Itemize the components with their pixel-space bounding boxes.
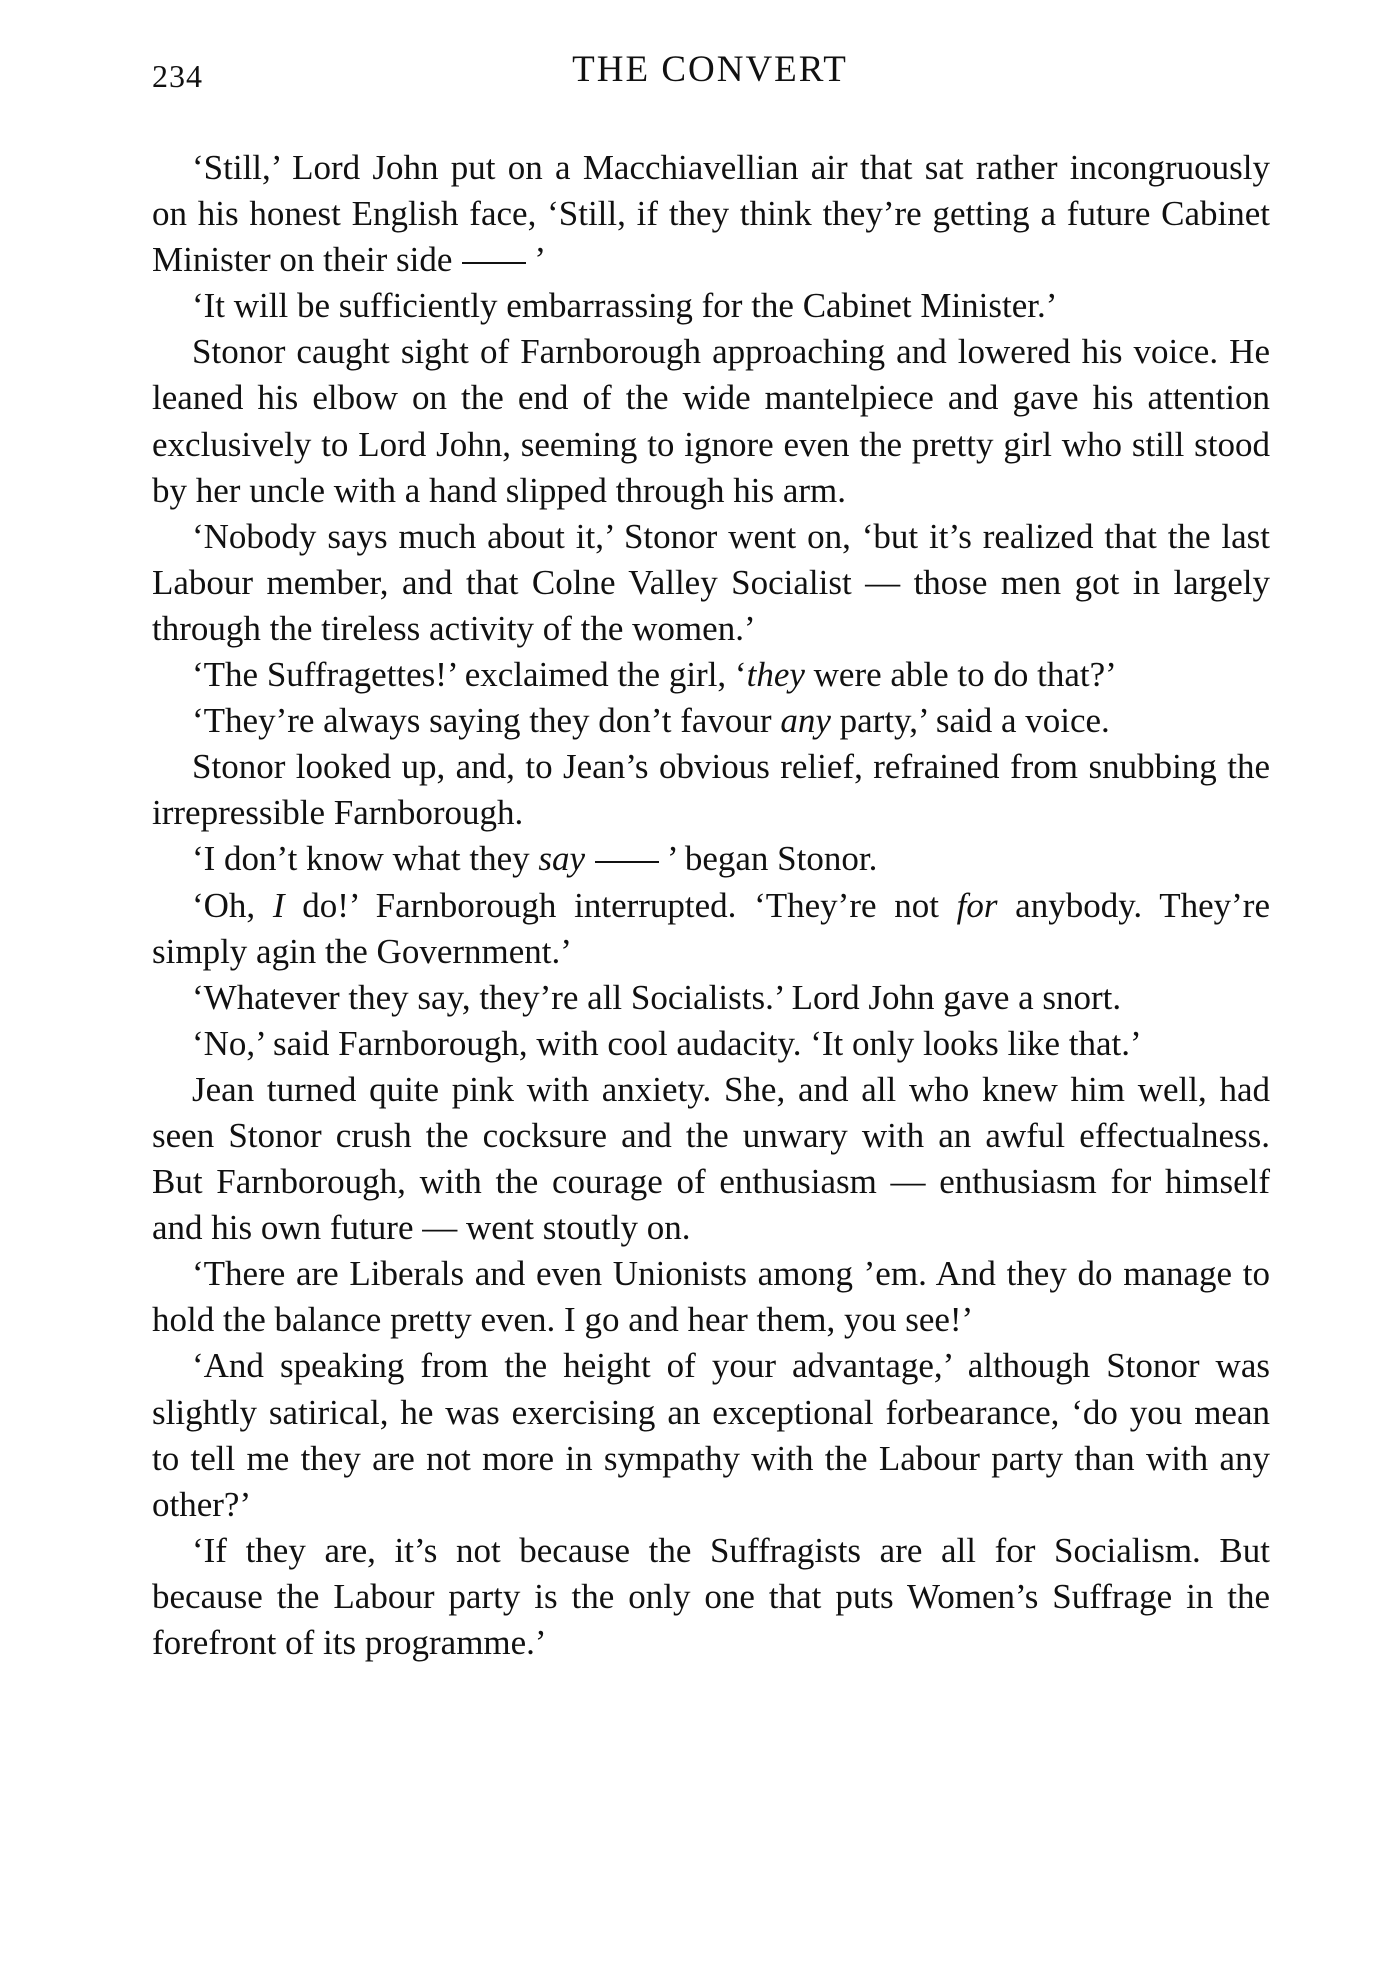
text-run: Stonor caught sight of Farnborough approaching and lowered his voice. He leaned his elbow on the end of the wide mantelpiece and gave his attention exclusively to Lord John, seeming to ignore even the pretty girl who still stood by her uncle with a hand slipped through his arm. — [152, 332, 1270, 510]
italic-text: any — [780, 701, 831, 741]
paragraph — [152, 514, 1270, 652]
paragraph — [152, 883, 1270, 975]
text-run: ‘If they are, it’s not because the Suffragists are all for Socialism. But because the Labour party is the only one that puts Women’s Suffrage in the forefront of its programme.’ — [152, 1530, 1270, 1662]
text-run: Stonor looked up, and, to Jean’s obvious relief, refrained from snubbing the irrepressible Farnborough. — [152, 747, 1270, 833]
text-run: ‘No,’ said Farnborough, with cool audacity. ‘It only looks like that.’ — [192, 1023, 1142, 1063]
paragraph — [152, 652, 1270, 698]
text-run: Jean turned quite pink with anxiety. She, and all who knew him well, had seen Stonor crush the cocksure and the unwary with an awful effectualness. But Farnborough, with the courage of enthusiasm — enthusiasm for himself and his own future — went stoutly on. — [152, 1069, 1270, 1248]
dash-rule — [595, 861, 659, 863]
text-run: ‘There are Liberals and even Unionists among ’em. And they do manage to hold the balance pretty even. I go and hear them, you see!’ — [152, 1254, 1270, 1340]
italic-text: they — [746, 655, 805, 695]
text-run: anybody. They’re simply agin the Government.’ — [152, 885, 1270, 971]
paragraph — [152, 1528, 1270, 1666]
paragraph — [152, 744, 1270, 836]
paragraph — [152, 1343, 1270, 1527]
dash-rule — [462, 262, 526, 264]
text-run: party,’ said a voice. — [830, 701, 1110, 741]
paragraph — [152, 145, 1270, 283]
page-header — [152, 48, 1268, 98]
text-run: ‘And speaking from the height of your advantage,’ although Stonor was slightly satirical, he was exercising an exceptional forbearance, ‘do you mean to tell me they are not more in sympathy with the Labour party than with any other?’ — [152, 1346, 1270, 1524]
italic-text: say — [538, 839, 586, 879]
text-run: ‘It will be sufficiently embarrassing for the Cabinet Minister.’ — [192, 286, 1058, 326]
text-run: ‘Oh, — [192, 885, 273, 925]
text-run: ’ — [534, 240, 547, 280]
body-text — [152, 145, 1270, 1666]
paragraph — [152, 1251, 1270, 1343]
paragraph — [152, 975, 1270, 1021]
text-run: ‘Still,’ Lord John put on a Macchiavellian air that sat rather incongruously on his honest English face, ‘Still, if they think they’re getting a future Cabinet Minister on their side — [152, 148, 1270, 280]
text-run: ‘They’re always saying they don’t favour — [192, 701, 781, 741]
paragraph — [152, 1067, 1270, 1251]
text-run: ‘I don’t know what they — [192, 839, 539, 879]
italic-text: for — [956, 885, 998, 925]
text-run: were able to do that?’ — [804, 655, 1117, 695]
paragraph — [152, 836, 1270, 882]
text-run: ‘Whatever they say, they’re all Socialists.’ Lord John gave a snort. — [192, 977, 1122, 1017]
text-run: ’ began Stonor. — [667, 839, 878, 879]
running-head-title: THE CONVERT — [572, 49, 848, 90]
paragraph — [152, 283, 1270, 329]
text-run: ‘The Suffragettes!’ exclaimed the girl, ‘ — [192, 655, 747, 695]
page-number: 234 — [152, 58, 203, 94]
text-run: ‘Nobody says much about it,’ Stonor went on, ‘but it’s realized that the last Labour member, and that Colne Valley Socialist — those men got in largely through the tireless activity of the women.’ — [152, 516, 1270, 648]
paragraph — [152, 329, 1270, 513]
paragraph — [152, 698, 1270, 744]
paragraph — [152, 1021, 1270, 1067]
italic-text: I — [272, 885, 285, 925]
text-run: do!’ Farnborough interrupted. ‘They’re not — [284, 885, 957, 925]
